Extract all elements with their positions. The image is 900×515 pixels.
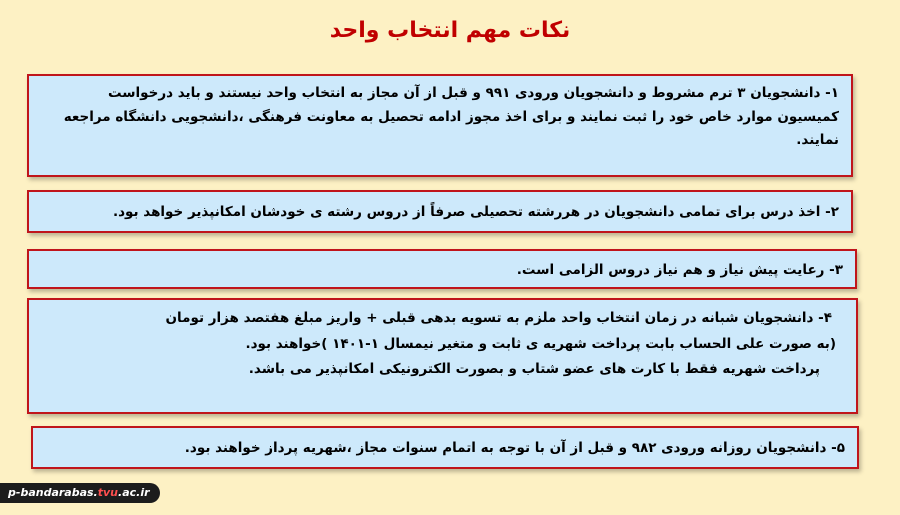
note-box-3 [27,249,857,289]
footer-accent: tvu [97,486,119,499]
note-text-line-2: (به صورت علی الحساب بابت پرداخت شهریه ی ثابت و متغیر نیمسال ۱-۱۴۰۱ )خواهند بود. [245,335,836,352]
footer-suffix: .ac.ir [118,486,150,499]
note-box-4 [27,298,858,414]
note-text-line-1: ۴- دانشجویان شبانه در زمان انتخاب واحد ملزم به تسویه بدهی قبلی + واریز مبلغ هفتصد هزار تومان [165,310,832,326]
website-footer-link[interactable] [0,483,160,503]
note-box-5 [31,426,859,469]
footer-prefix: p-bandarabas. [8,486,98,499]
note-box-2 [27,190,853,233]
note-text: ۳- رعایت پیش نیاز و هم نیاز دروس الزامی است. [516,262,843,278]
note-text: ۱- دانشجویان ۳ ترم مشروط و دانشجویان ورودی ۹۹۱ و قبل از آن مجاز به انتخاب واحد نیستند و باید درخواست کمیسیون موارد خاص خود را ثبت نمایند و برای اخذ مجوز ادامه تحصیل به معاونت فرهنگی ،دانشجویی دانشگاه مراجعه نمایند. [63,85,839,149]
note-text-line-3: پرداخت شهریه فقط با کارت های عضو شتاب و بصورت الکترونیکی امکانپذیر می باشد. [248,361,820,378]
note-box-1 [27,74,853,177]
slide-title: نکات مهم انتخاب واحد [329,18,571,43]
note-text: ۲- اخذ درس برای تمامی دانشجویان در هررشته تحصیلی صرفاً از دروس رشته ی خودشان امکانپذیر خواهد بود. [112,204,839,220]
note-text: ۵- دانشجویان روزانه ورودی ۹۸۲ و قبل از آن با توجه به اتمام سنوات مجاز ،شهریه پرداز خواهند بود. [184,440,845,456]
